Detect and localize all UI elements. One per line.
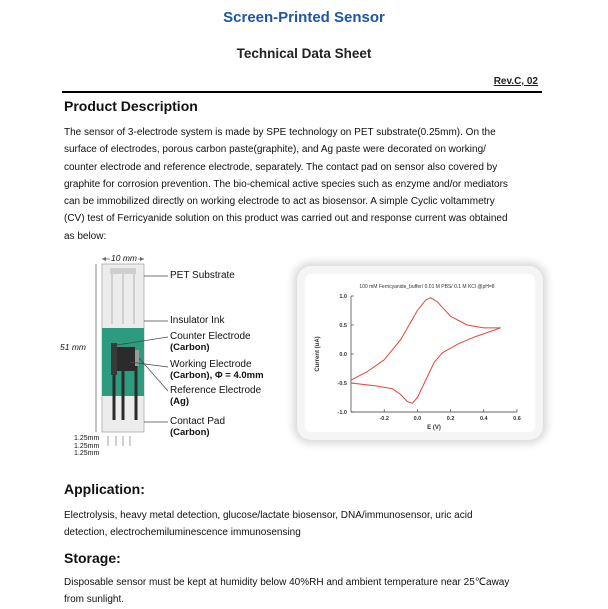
reference-electrode-label <box>170 385 261 407</box>
working-electrode-material: (Carbon), Φ = 4.0mm <box>170 370 264 381</box>
description-line: can be immobilized directly on working electrode to act as biosensor. A simple Cyclic voltammetry <box>64 196 495 208</box>
storage-heading: Storage: <box>64 550 121 566</box>
product-description-heading: Product Description <box>64 98 198 114</box>
x-axis-label: E (V) <box>427 425 441 431</box>
cv-series-line <box>351 298 500 404</box>
storage-line: Disposable sensor must be kept at humidity below 40%RH and ambient temperature near 25℃away <box>64 577 510 588</box>
x-tick-label: -0.2 <box>379 416 389 422</box>
pad-dimension-label: 1.25mm <box>74 435 100 442</box>
counter-electrode-material: (Carbon) <box>170 342 210 353</box>
y-tick-label: 1.0 <box>339 294 347 300</box>
application-heading: Application: <box>64 481 145 497</box>
working-electrode-label <box>170 359 264 381</box>
x-tick-label: 0.2 <box>446 416 455 422</box>
contact-pad-material: (Carbon) <box>170 427 210 438</box>
y-tick-label: -1.0 <box>337 410 347 416</box>
reference-electrode-material: (Ag) <box>170 396 189 407</box>
y-axis-label: Current (uA) <box>315 336 321 372</box>
document-title: Technical Data Sheet <box>236 46 372 61</box>
storage-text <box>64 574 544 609</box>
cv-chart-frame <box>297 266 543 440</box>
reference-electrode <box>135 350 139 366</box>
top-bar <box>110 268 136 274</box>
arrow-right-icon <box>140 257 144 261</box>
pad-dimension-label: 1.25mm <box>74 450 100 457</box>
brand-title: Screen-Printed Sensor <box>223 9 385 26</box>
description-line: (CV) test of Ferricyanide solution on this product was carried out and response current was obtained <box>64 213 508 225</box>
width-dimension-label: 10 mm <box>111 253 137 263</box>
storage-line: from sunlight. <box>64 594 125 606</box>
chart-title: 100 mM Ferricyanide_buffer/ 0.01 M PBS/ 0.1 M KCl @pH=8 <box>359 284 495 290</box>
cv-chart <box>305 274 535 432</box>
counter-electrode-name: Counter Electrode <box>170 331 251 342</box>
product-description-text <box>64 124 544 245</box>
pad-dimension-labels <box>74 435 99 458</box>
description-line: surface of electrodes, porous carbon paste(graphite), and Ag paste were decorated on working/ <box>64 144 486 156</box>
arrow-left-icon <box>102 257 106 261</box>
y-tick-label: 0.5 <box>339 323 347 329</box>
reference-electrode-name: Reference Electrode <box>170 385 262 396</box>
counter-electrode <box>111 343 117 375</box>
x-tick-label: 0.0 <box>413 416 422 422</box>
cv-chart-panel <box>305 274 535 432</box>
application-text <box>64 507 544 542</box>
pad-dimension-label: 1.25mm <box>74 442 100 450</box>
height-dimension-label: 51 mm <box>60 342 86 352</box>
application-line: detection, electrochemiluminescence immunosensing <box>64 527 301 539</box>
revision-label: Rev.C, 02 <box>493 76 538 87</box>
description-line: The sensor of 3-electrode system is made by SPE technology on PET substrate(0.25mm). On the <box>64 127 496 138</box>
working-electrode <box>115 347 135 371</box>
x-tick-label: 0.6 <box>513 416 521 422</box>
working-electrode-name: Working Electrode <box>170 359 252 370</box>
x-tick-label: 0.4 <box>479 416 488 422</box>
y-tick-label: 0.0 <box>339 352 347 358</box>
description-line: counter electrode and reference electrode, separately. The contact pad on sensor also covered by <box>64 161 498 173</box>
counter-electrode-label <box>170 331 251 353</box>
description-line: as below: <box>64 230 107 242</box>
header-divider <box>62 91 542 93</box>
insulator-ink-label: Insulator Ink <box>170 315 225 326</box>
contact-pad-label <box>170 416 225 438</box>
sensor-diagram <box>60 250 280 460</box>
contact-pad-name: Contact Pad <box>170 416 226 427</box>
y-tick-label: -0.5 <box>337 381 347 387</box>
application-line: Electrolysis, heavy metal detection, glucose/lactate biosensor, DNA/immunosensor, uric acid <box>64 510 473 521</box>
pet-substrate-label: PET Substrate <box>170 270 235 281</box>
description-line: graphite for corrosion prevention. The bio-chemical active species such as enzyme and/or mediators <box>64 178 508 190</box>
